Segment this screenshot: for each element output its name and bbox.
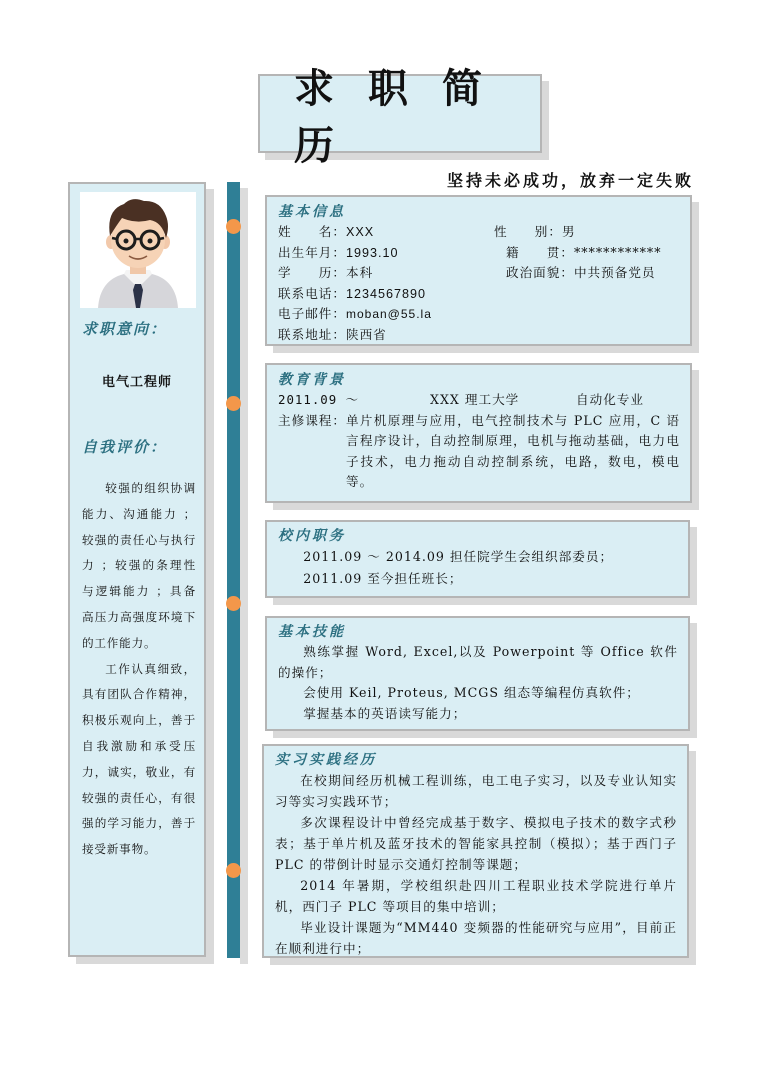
timeline-dot-icon bbox=[226, 863, 241, 878]
campus-heading: 校内职务 bbox=[278, 528, 346, 544]
skills-item: 掌握基本的英语读写能力； bbox=[303, 705, 467, 721]
courses-row bbox=[278, 411, 680, 493]
phone-label: 联系电话： bbox=[278, 285, 346, 301]
info-row bbox=[278, 263, 680, 284]
origin-value: ************ bbox=[573, 244, 662, 260]
page-title: 求职简历 bbox=[294, 64, 516, 169]
info-row bbox=[278, 325, 680, 346]
email-label: 电子邮件： bbox=[278, 306, 346, 321]
info-row bbox=[278, 304, 680, 325]
self-eval-paragraph: 较强的组织协调能力、沟通能力 ；较强的责任心与执行力 ；较强的条理性与逻辑能力 ；具备高压力高强度环境下的工作能力。 bbox=[82, 481, 196, 650]
internship-item: 在校期间经历机械工程训练，电工电子实习，以及专业认知实习等实习实践环节； bbox=[275, 773, 677, 809]
job-intent-heading: 求职意向： bbox=[82, 320, 168, 338]
internship-item: 毕业设计课题为“MM440 变频器的性能研究与应用”，目前正在顺利进行中； bbox=[275, 920, 677, 956]
avatar bbox=[80, 192, 196, 308]
timeline-shadow bbox=[240, 188, 248, 964]
birth-value: 1993.10 bbox=[345, 245, 399, 260]
info-row bbox=[278, 243, 680, 264]
name-value: XXX bbox=[345, 225, 375, 239]
info-row bbox=[278, 222, 680, 243]
gender-value: 男 bbox=[561, 224, 576, 239]
email-value: moban@55.la bbox=[345, 307, 432, 321]
politics-value: 中共预备党员 bbox=[573, 265, 656, 280]
timeline-dot-icon bbox=[226, 219, 241, 234]
title-box bbox=[258, 64, 542, 169]
campus-item: 2011.09 ～ 2014.09 担任院学生会组织部委员； bbox=[303, 549, 614, 564]
name-label: 姓 名： bbox=[278, 224, 346, 239]
gender-label: 性 别： bbox=[493, 224, 562, 239]
education-row bbox=[278, 390, 680, 411]
sidebar-panel bbox=[68, 182, 206, 957]
campus-item: 2011.09 至今担任班长； bbox=[303, 571, 463, 586]
self-eval-heading: 自我评价： bbox=[82, 438, 168, 456]
politics-label: 政治面貌： bbox=[505, 265, 574, 280]
skills-section bbox=[265, 616, 690, 731]
self-eval-text bbox=[82, 476, 196, 863]
courses-value: 单片机原理与应用，电气控制技术与 PLC 应用，C 语言程序设计，自动控制原理，电机与拖动基础，电力电子技术，电力拖动自动控制系统，电路，数电，模电等。 bbox=[345, 412, 680, 489]
cartoon-man-avatar-icon bbox=[80, 192, 196, 308]
origin-label: 籍 贯： bbox=[505, 244, 574, 260]
education-section bbox=[265, 363, 692, 503]
courses-label: 主修课程： bbox=[278, 412, 346, 428]
timeline-bar bbox=[227, 182, 240, 958]
edu-label: 学 历： bbox=[278, 265, 346, 280]
motto: 坚持未必成功，放弃一定失败 bbox=[446, 171, 694, 190]
education-major: 自动化专业 bbox=[576, 392, 644, 407]
basic-info-section bbox=[265, 195, 692, 346]
address-label: 联系地址： bbox=[278, 326, 346, 342]
internship-item: 多次课程设计中曾经完成基于数字、模拟电子技术的数字式秒表；基于单片机及蓝牙技术的智能家具控制（模拟）；基于西门子 PLC 的带倒计时显示交通灯控制等课题； bbox=[275, 815, 677, 872]
education-heading: 教育背景 bbox=[278, 372, 346, 388]
edu-value: 本科 bbox=[345, 265, 374, 280]
internship-heading: 实习实践经历 bbox=[275, 752, 377, 768]
birth-label: 出生年月： bbox=[278, 244, 346, 260]
info-row bbox=[278, 284, 680, 305]
internship-section bbox=[262, 744, 689, 958]
self-eval-paragraph: 工作认真细致，具有团队合作精神，积极乐观向上，善于自我激励和承受压力，诚实，敬业，有较强的责任心，有很强的学习能力，善于接受新事物。 bbox=[82, 661, 196, 857]
skills-item: 熟练掌握 Word, Excel,以及 Powerpoint 等 Office 软件的操作； bbox=[278, 644, 678, 680]
education-period: 2011.09 ～ bbox=[278, 392, 360, 407]
job-intent-value: 电气工程师 bbox=[101, 375, 172, 390]
education-school: XXX 理工大学 bbox=[430, 392, 520, 407]
timeline-dot-icon bbox=[226, 396, 241, 411]
internship-item: 2014 年暑期，学校组织赴四川工程职业技术学院进行单片机，西门子 PLC 等项目的集中培训； bbox=[275, 878, 677, 914]
address-value: 陕西省 bbox=[345, 326, 387, 342]
campus-section bbox=[265, 520, 690, 598]
skills-item: 会使用 Keil, Proteus, MCGS 组态等编程仿真软件； bbox=[303, 685, 640, 700]
skills-heading: 基本技能 bbox=[278, 624, 346, 640]
timeline-dot-icon bbox=[226, 596, 241, 611]
phone-value: 1234567890 bbox=[345, 286, 427, 301]
basic-info-heading: 基本信息 bbox=[278, 204, 346, 220]
